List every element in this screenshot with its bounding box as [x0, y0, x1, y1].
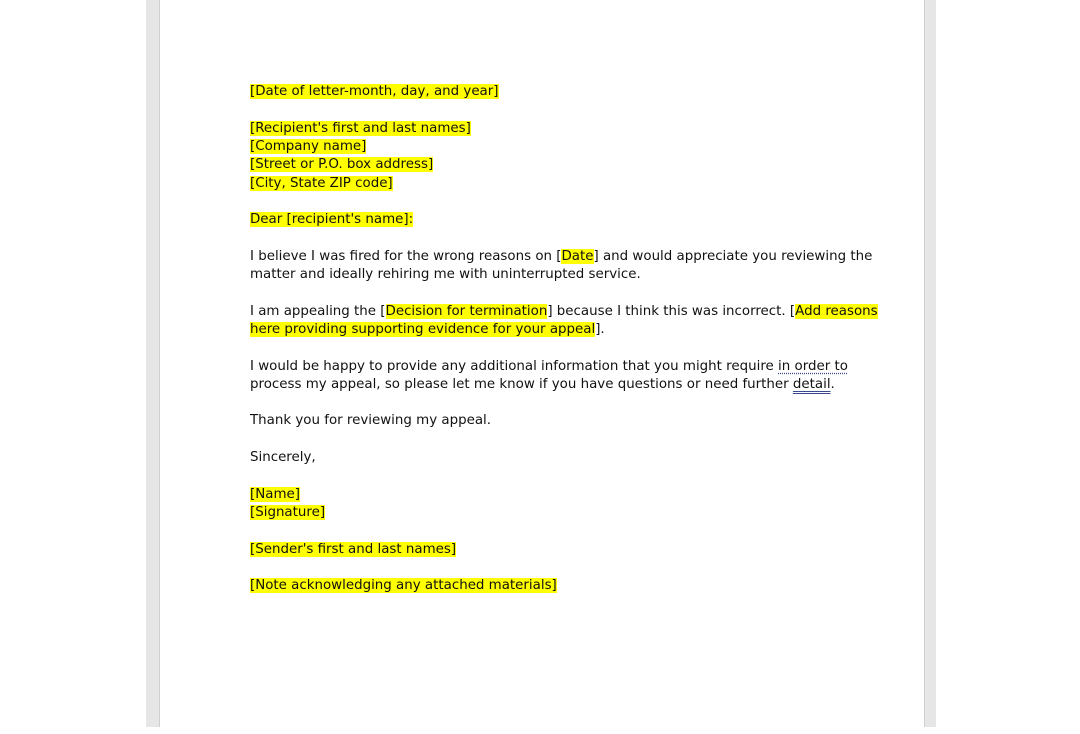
name-placeholder: [Name]: [250, 486, 300, 502]
page-edge-right: [924, 0, 925, 727]
p3-text-a: I would be happy to provide any additional information that you might require: [250, 358, 779, 374]
clarity-suggestion-detail[interactable]: detail: [792, 376, 831, 392]
left-gutter: [146, 0, 160, 727]
p2-text-end: ].: [595, 321, 605, 337]
name-line: [250, 486, 300, 504]
p2-decision-highlight: Decision for termination: [385, 303, 548, 319]
p2-text-a: I am appealing the [: [250, 303, 386, 319]
p1-date-highlight: Date: [561, 248, 594, 264]
p2-evidence-highlight: here providing supporting evidence for your appeal: [250, 321, 596, 337]
salutation-line: [250, 211, 413, 229]
date-line: [250, 83, 499, 101]
thanks-line: [250, 412, 491, 430]
company-line: [250, 138, 366, 156]
sender-line: [250, 541, 456, 559]
paragraph-3-line-2: [250, 376, 835, 394]
p3-text-line2: process my appeal, so please let me know if you have questions or need further: [250, 376, 793, 392]
salutation: Dear [recipient's name]:: [250, 212, 414, 228]
date-placeholder: [Date of letter-month, day, and year]: [250, 84, 499, 99]
right-gutter: [925, 0, 936, 727]
sender-placeholder: [Sender's first and last names]: [250, 541, 457, 557]
paragraph-3-line-1: [250, 358, 848, 376]
street-line: [250, 156, 433, 174]
p2-reasons-highlight: Add reasons: [795, 303, 878, 319]
p2-text-b: ] because I think this was incorrect. [: [547, 303, 796, 319]
street-placeholder: [Street or P.O. box address]: [250, 157, 434, 173]
p1-text-a: I believe I was fired for the wrong reasons on [: [250, 248, 562, 264]
thanks-text: Thank you for reviewing my appeal.: [250, 413, 491, 429]
attachments-placeholder: [Note acknowledging any attached materials]: [250, 578, 557, 594]
p1-text-line2: matter and ideally rehiring me with uninterrupted service.: [250, 267, 641, 282]
page-edge-left: [159, 0, 160, 727]
p1-text-b: ] and would appreciate you reviewing the: [593, 248, 873, 264]
paragraph-2-line-2: [250, 321, 605, 339]
city-placeholder: [City, State ZIP code]: [250, 175, 393, 191]
closing-text: Sincerely,: [250, 450, 316, 465]
company-placeholder: [Company name]: [250, 138, 367, 154]
signature-placeholder: [Signature]: [250, 504, 326, 520]
signature-line: [250, 504, 325, 522]
paragraph-1-line-2: [250, 266, 641, 284]
city-line: [250, 175, 393, 193]
closing-line: [250, 449, 316, 467]
recipient-name-placeholder: [Recipient's first and last names]: [250, 120, 471, 136]
paragraph-2-line-1: [250, 303, 878, 321]
grammar-suggestion-in-order-to[interactable]: in order to: [778, 358, 848, 374]
p3-text-end: .: [830, 376, 835, 392]
attachments-line: [250, 577, 557, 595]
paragraph-1-line-1: [250, 248, 872, 266]
recipient-name-line: [250, 120, 471, 138]
